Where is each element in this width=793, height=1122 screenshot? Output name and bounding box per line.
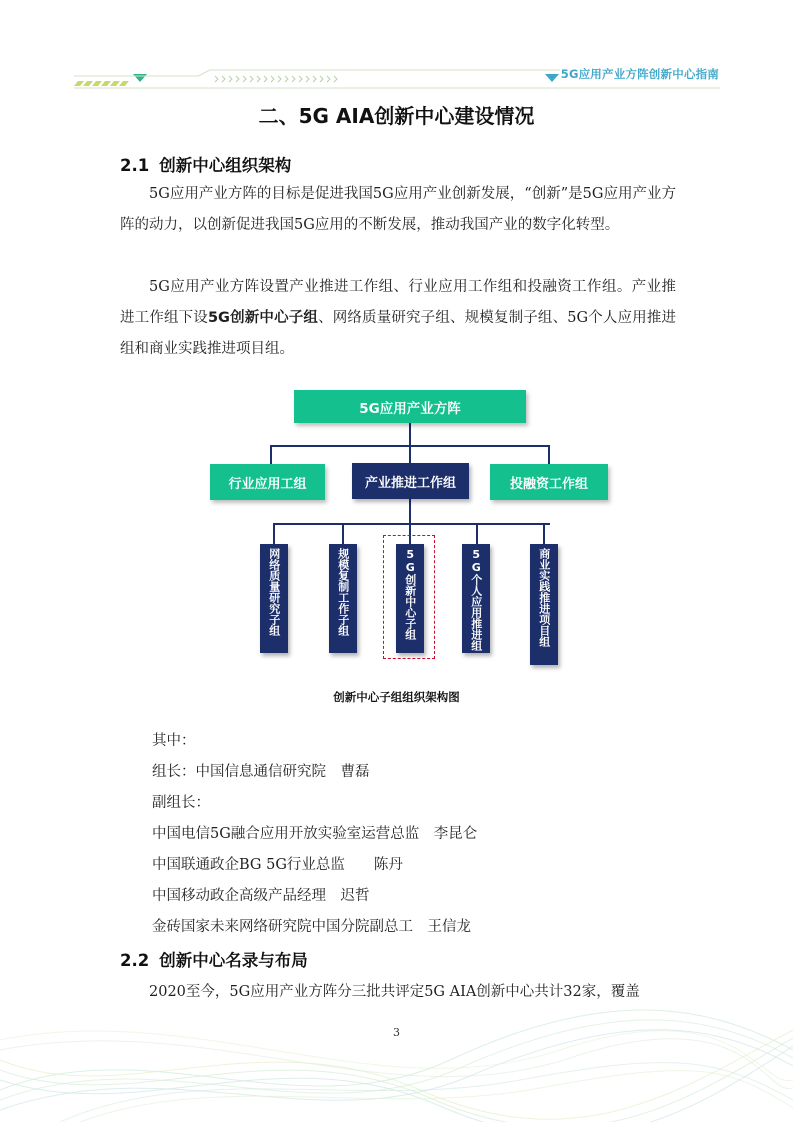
leader-name: 中国信息通信研究院 曹磊 xyxy=(195,764,370,780)
paragraph-text: 5G应用产业方阵设置产业推进工作组、行业应用工作组和投融资工作组。产业推进工作组下设 xyxy=(120,279,676,326)
org-root-box: 5G应用产业方阵 xyxy=(294,390,526,423)
paragraph: 2020至今，5G应用产业方阵分三批共评定5G AIA创新中心共计32家，覆盖 xyxy=(149,984,640,1000)
section-number: 2.1 xyxy=(120,156,150,175)
org-chart xyxy=(200,380,640,680)
figure-caption: 创新中心子组组织架构图 xyxy=(333,690,460,704)
section-title: 创新中心组织架构 xyxy=(159,156,292,175)
deputy-label: 副组长： xyxy=(152,795,210,811)
page-header xyxy=(0,0,793,100)
paragraph: 5G应用产业方阵的目标是促进我国5G应用产业创新发展，“创新”是5G应用产业方阵的动力，以创新促进我国5G应用的不断发展，推动我国产业的数字化转型。 xyxy=(120,186,676,233)
deputy-item: 中国电信5G融合应用开放实验室运营总监 李昆仑 xyxy=(152,826,478,842)
page-number: 3 xyxy=(393,1026,400,1039)
leader-label: 组长： xyxy=(152,764,196,780)
section-heading xyxy=(120,152,291,176)
running-title: 5G应用产业方阵创新中心指南 xyxy=(560,67,719,81)
org-subgroup-box: 规模复制工作子组 xyxy=(329,544,357,653)
connector xyxy=(409,445,411,463)
deputy-item: 中国移动政企高级产品经理 迟哲 xyxy=(152,888,370,904)
leader-line xyxy=(152,760,370,781)
connector xyxy=(273,523,550,525)
org-group-box: 行业应用工组 xyxy=(210,464,325,500)
connector xyxy=(409,498,411,524)
members-intro: 其中： xyxy=(152,733,196,749)
page-title: 二、5G AIA创新中心建设情况 xyxy=(258,104,535,128)
connector xyxy=(409,422,411,446)
org-group-box: 投融资工作组 xyxy=(490,464,608,500)
deputy-item: 中国联通政企BG 5G行业总监 陈丹 xyxy=(152,857,403,873)
connector xyxy=(543,523,545,545)
org-subgroup-box: 网络质量研究子组 xyxy=(260,544,288,653)
section-number: 2.2 xyxy=(120,951,150,970)
paragraph-text: 、网络质量研究子组、规模复制子组、5G个人应用推进组和商业实践推进项目组。 xyxy=(120,310,677,357)
connector xyxy=(273,523,275,545)
connector xyxy=(342,523,344,545)
org-group-box: 产业推进工作组 xyxy=(352,463,469,499)
header-decoration xyxy=(0,0,793,100)
bold-text: 5G创新中心子组 xyxy=(207,310,319,326)
org-subgroup-box-highlighted: 5G创新中心子组 xyxy=(396,544,424,653)
section-title: 创新中心名录与布局 xyxy=(159,951,308,970)
connector xyxy=(270,445,272,465)
org-subgroup-box: 商业实践推进项目组 xyxy=(530,544,558,665)
connector xyxy=(476,523,478,545)
paragraph xyxy=(120,272,676,365)
deputy-item: 金砖国家未来网络研究院中国分院副总工 王信龙 xyxy=(152,919,471,935)
org-subgroup-box: 5G个人应用推进组 xyxy=(462,544,490,653)
connector xyxy=(548,445,550,465)
